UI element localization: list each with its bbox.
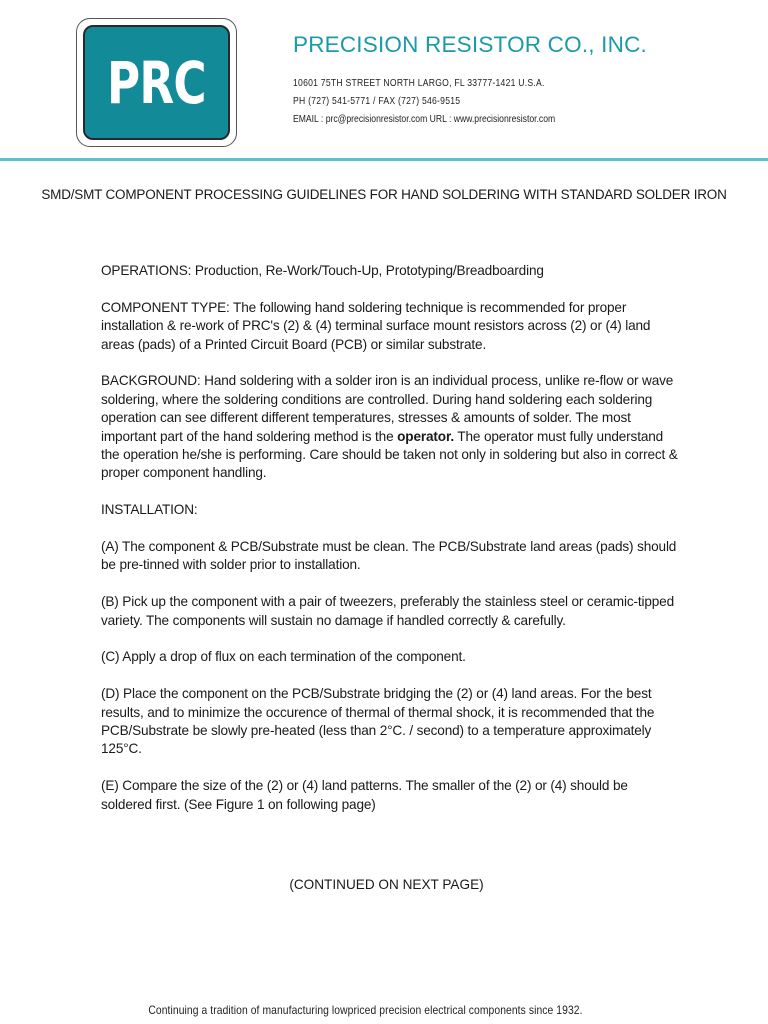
footer-text: Continuing a tradition of manufacturing lowpriced precision electrical components since 1932. xyxy=(147,1003,583,1017)
phone-line: PH (727) 541-5771 / FAX (727) 546-9515 xyxy=(293,95,461,107)
background-text-start: BACKGROUND: Hand soldering with a solder iron is an individual process, unlike re-flow or wave soldering, where the soldering conditions are controlled. During hand soldering each soldering operation can see different different temperatures, stresses & amounts of solder. The most important part of the hand soldering method is the xyxy=(101,373,674,444)
logo-badge xyxy=(83,25,230,140)
step-a: (A) The component & PCB/Substrate must be clean. The PCB/Substrate land areas (pads) should be pre-tinned with solder prior to installation. xyxy=(101,539,677,573)
background-paragraph xyxy=(101,372,681,482)
continued-notice: (CONTINUED ON NEXT PAGE) xyxy=(289,877,484,892)
step-b: (B) Pick up the component with a pair of tweezers, preferably the stainless steel or ceramic-tipped variety. The components will sustain no damage if handled correctly & carefully. xyxy=(101,594,674,628)
logo-text: PRC xyxy=(107,48,206,117)
operator-emphasis: operator. xyxy=(397,428,454,444)
address-line: 10601 75TH STREET NORTH LARGO, FL 33777-1421 U.S.A. xyxy=(293,77,545,89)
operations-paragraph: OPERATIONS: Production, Re-Work/Touch-Up, Prototyping/Breadboarding xyxy=(101,263,544,278)
step-d: (D) Place the component on the PCB/Substrate bridging the (2) or (4) land areas. For the best results, and to minimize the occurence of thermal of thermal shock, it is recommended that the PCB/Substrate be slowly pre-heated (less than 2°C. / second) to a temperature approximately 125°C. xyxy=(101,686,655,757)
document-title: SMD/SMT COMPONENT PROCESSING GUIDELINES FOR HAND SOLDERING WITH STANDARD SOLDER IRON xyxy=(41,187,727,202)
footer-tagline xyxy=(0,1003,730,1017)
step-e: (E) Compare the size of the (2) or (4) land patterns. The smaller of the (2) or (4) should be soldered first. (See Figure 1 on following page) xyxy=(101,778,628,812)
contact-line: EMAIL : prc@precisionresistor.com URL : www.precisionresistor.com xyxy=(293,113,556,125)
header-divider xyxy=(0,158,768,161)
document-body xyxy=(101,262,681,832)
company-name: PRECISION RESISTOR CO., INC. xyxy=(293,32,647,57)
background-text-end: The operator must fully understand the operation he/she is performing. Care should be taken not only in soldering but also in correct & proper component handling. xyxy=(101,428,678,481)
component-type-paragraph: COMPONENT TYPE: The following hand soldering technique is recommended for proper installation & re-work of PRC's (2) & (4) terminal surface mount resistors across (2) or (4) land areas (pads) of a Printed Circuit Board (PCB) or similar substrate. xyxy=(101,299,651,352)
company-logo xyxy=(76,18,237,147)
step-c: (C) Apply a drop of flux on each termination of the component. xyxy=(101,649,466,665)
installation-heading: INSTALLATION: xyxy=(101,502,198,518)
